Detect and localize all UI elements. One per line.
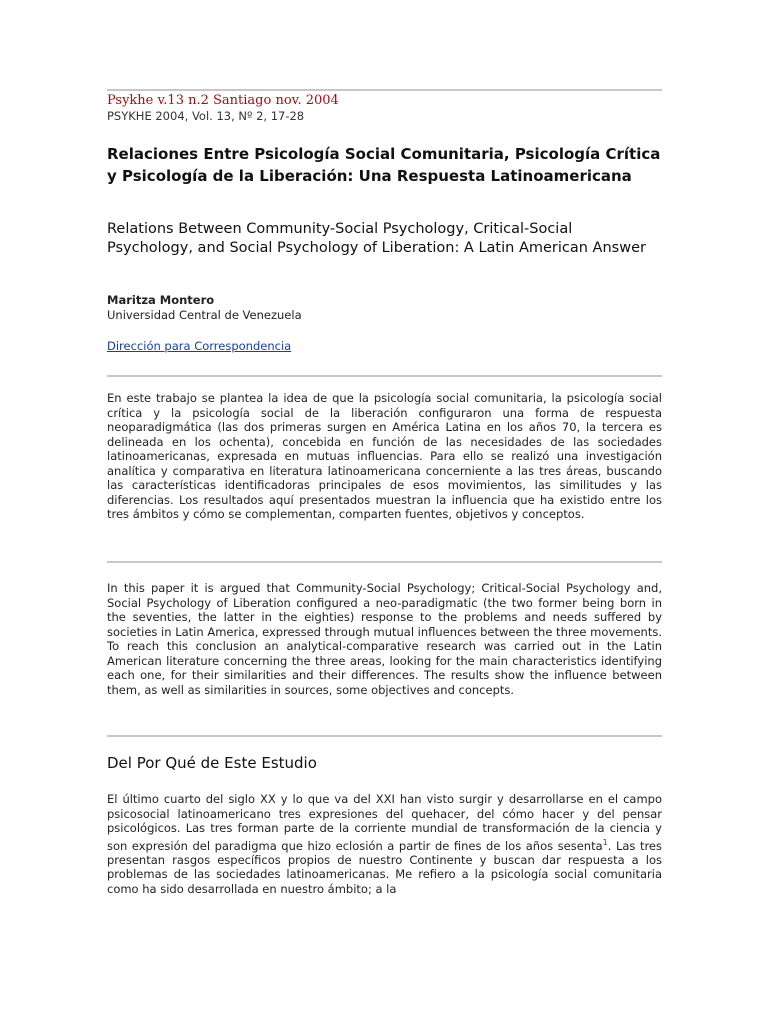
abstract-divider-top [107,375,662,377]
body-paragraph [107,792,662,896]
body-text-part-2: . Las tres presentan rasgos específicos propios de nuestro Continente y buscan dar respuesta a los problemas de las sociedades latinoamericanas. Me refiero a la psicología social comunitaria como ha sido desarrollada en nuestro ámbito; a la [107,838,662,896]
abstract-divider-middle [107,561,662,563]
article-title-english: Relations Between Community-Social Psychology, Critical-Social Psychology, and Social Psychology of Liberation: A Latin American Answer [107,221,646,256]
abstract-spanish: En este trabajo se plantea la idea de que la psicología social comunitaria, la psicología social crítica y la psicología social de la liberación configuraron una forma de respuesta neoparadigmática (las dos primeras surgen en América Latina en los años 70, la tercera es delineada en los ochenta), concebida en función de las necesidades de las sociedades latinoamericanas, expresada en mutuas influencias. Para ello se realizó una investigación analítica y comparativa en literatura latinoamericana concerniente a las tres áreas, buscando las características identificadoras principales de esos movimientos, las similitudes y las diferencias. Los resultados aquí presentados muestran la influencia que ha existido entre los tres ámbitos y cómo se complementan, comparten fuentes, objetivos y conceptos. [107,391,662,521]
top-divider [107,89,662,91]
journal-citation: Psykhe v.13 n.2 Santiago nov. 2004 [107,93,339,108]
volume-info: PSYKHE 2004, Vol. 13, Nº 2, 17-28 [107,109,305,123]
author-affiliation: Universidad Central de Venezuela [107,308,302,322]
correspondence-link[interactable]: Dirección para Correspondencia [107,339,292,353]
abstract-english: In this paper it is argued that Community-Social Psychology; Critical-Social Psychology and, Social Psychology of Liberation configured a neo-paradigmatic (the two former being born in the seventies, the latter in the eighties) response to the problems and needs suffered by societies in Latin America, expressed through mutual influences between the three movements. To reach this conclusion an analytical-comparative research was carried out in the Latin American literature concerning the three areas, looking for the main characteristics identifying each one, for their similarities and their differences. The results show the influence between them, as well as similarities in sources, some objectives and concepts. [107,581,662,697]
body-text-part-1: El último cuarto del siglo XX y lo que va del XXI han visto surgir y desarrollarse en el campo psicosocial latinoamericano tres expresiones del quehacer, del cómo hacer y del pensar psicológicos. Las tres forman parte de la corriente mundial de transformación de la ciencia y son expresión del paradigma que hizo eclosión a partir de fines de los años sesenta [107,792,662,853]
article-title-spanish: Relaciones Entre Psicología Social Comunitaria, Psicología Crítica y Psicología de la Liberación: Una Respuesta Latinoamericana [107,145,661,185]
author-name: Maritza Montero [107,293,215,307]
abstract-divider-bottom [107,735,662,737]
section-heading: Del Por Qué de Este Estudio [107,754,317,772]
footnote-link[interactable]: 1 [602,837,608,847]
